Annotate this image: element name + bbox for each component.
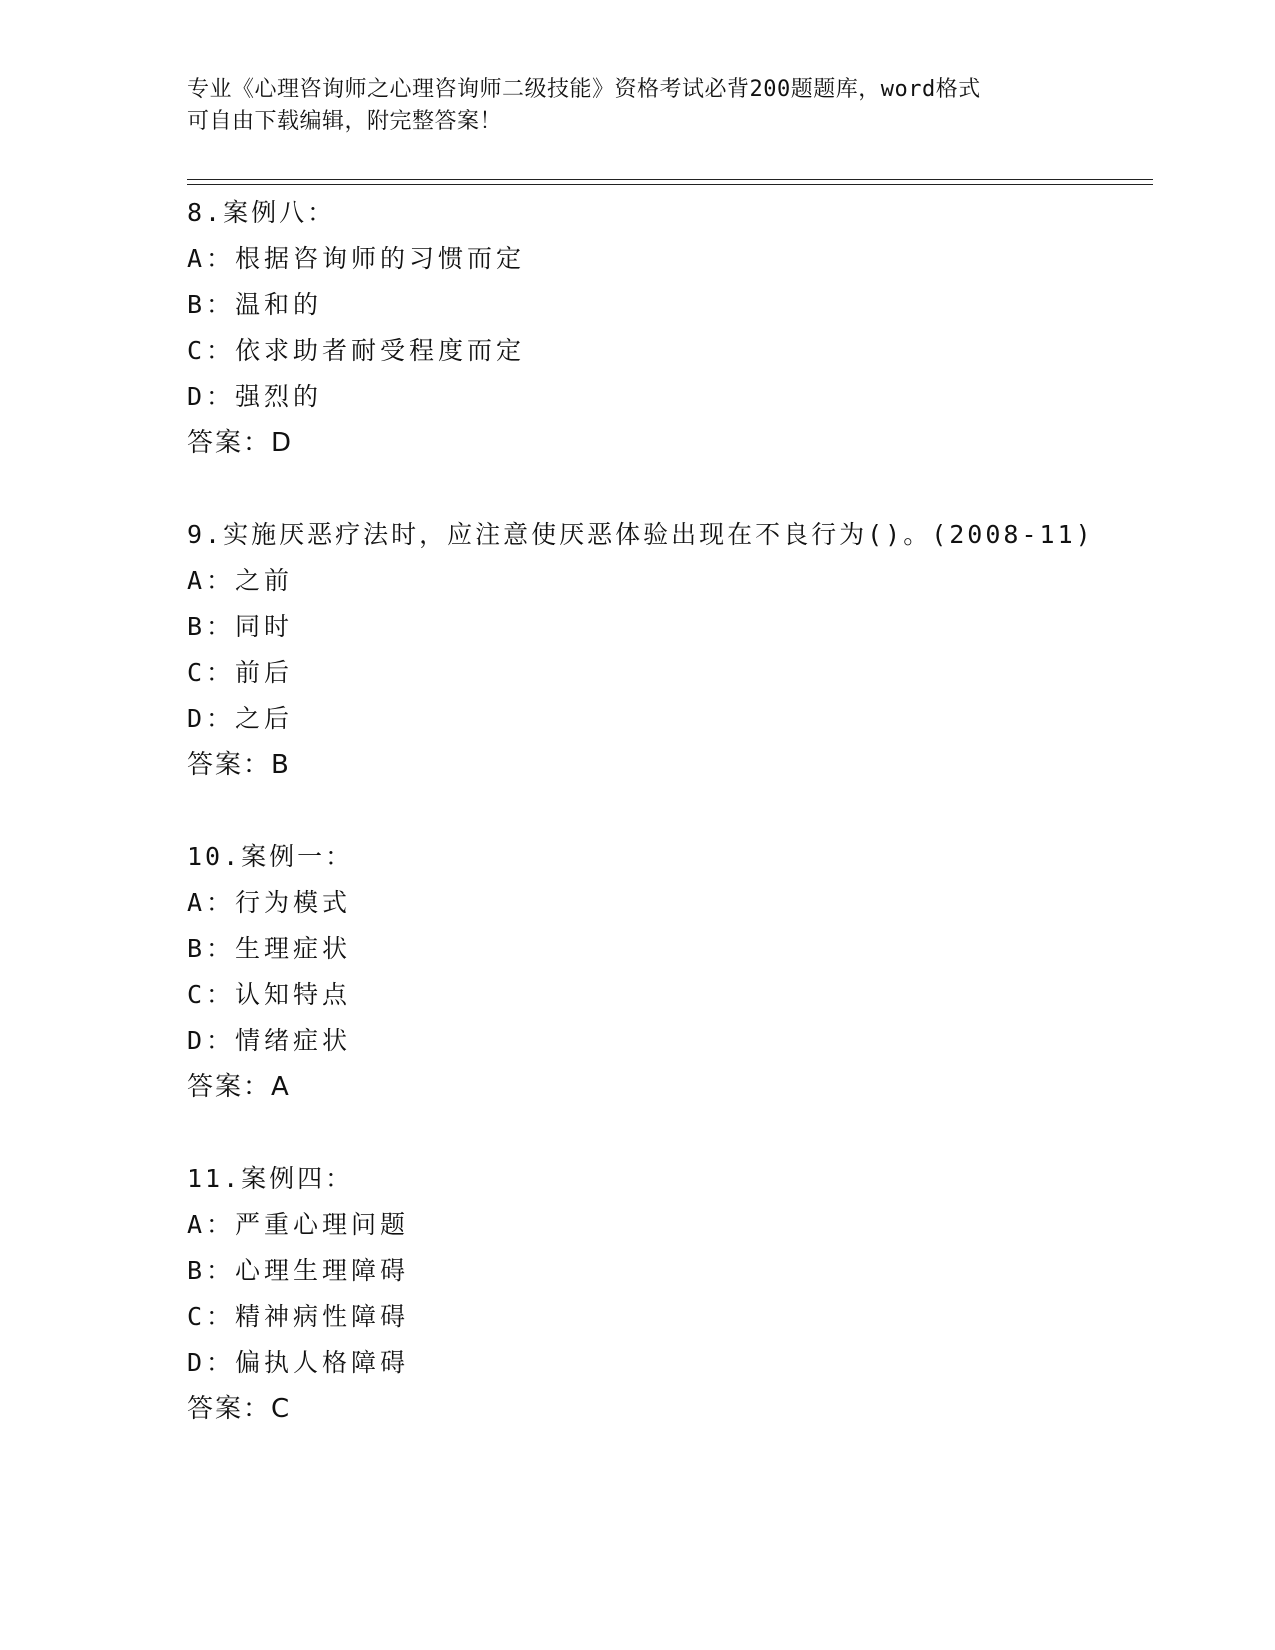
- question-9: [187, 512, 1167, 788]
- option-d: D：之后: [187, 704, 294, 733]
- header-line-1: 专业《心理咨询师之心理咨询师二级技能》资格考试必背200题题库，word格式: [187, 77, 981, 102]
- option-c: C：认知特点: [187, 980, 352, 1009]
- document-header: [187, 74, 1087, 138]
- option-c: C：依求助者耐受程度而定: [187, 336, 526, 365]
- option-b: B：温和的: [187, 290, 323, 319]
- question-list: [187, 190, 1167, 1478]
- option-c: C：精神病性障碍: [187, 1302, 410, 1331]
- question-8: [187, 190, 1167, 466]
- answer-label: 答案：D: [187, 428, 294, 458]
- option-d: D：情绪症状: [187, 1026, 352, 1055]
- question-title: 10.案例一：: [187, 842, 354, 871]
- header-line-2: 可自由下载编辑，附完整答案！: [187, 109, 503, 134]
- option-b: B：心理生理障碍: [187, 1256, 410, 1285]
- option-d: D：强烈的: [187, 382, 323, 411]
- answer-label: 答案：C: [187, 1394, 292, 1424]
- option-a: A：根据咨询师的习惯而定: [187, 244, 526, 273]
- answer-label: 答案：A: [187, 1072, 291, 1102]
- question-title: 11.案例四：: [187, 1164, 354, 1193]
- option-a: A：严重心理问题: [187, 1210, 410, 1239]
- question-title: 9.实施厌恶疗法时，应注意使厌恶体验出现在不良行为()。(2008-11): [187, 520, 1094, 549]
- header-divider-bottom: [187, 184, 1153, 185]
- answer-label: 答案：B: [187, 750, 291, 780]
- option-d: D：偏执人格障碍: [187, 1348, 410, 1377]
- question-10: [187, 834, 1167, 1110]
- option-a: A：行为模式: [187, 888, 352, 917]
- header-divider-top: [187, 179, 1153, 180]
- option-b: B：生理症状: [187, 934, 352, 963]
- option-a: A：之前: [187, 566, 294, 595]
- option-c: C：前后: [187, 658, 294, 687]
- question-title: 8.案例八：: [187, 198, 336, 227]
- option-b: B：同时: [187, 612, 294, 641]
- question-11: [187, 1156, 1167, 1432]
